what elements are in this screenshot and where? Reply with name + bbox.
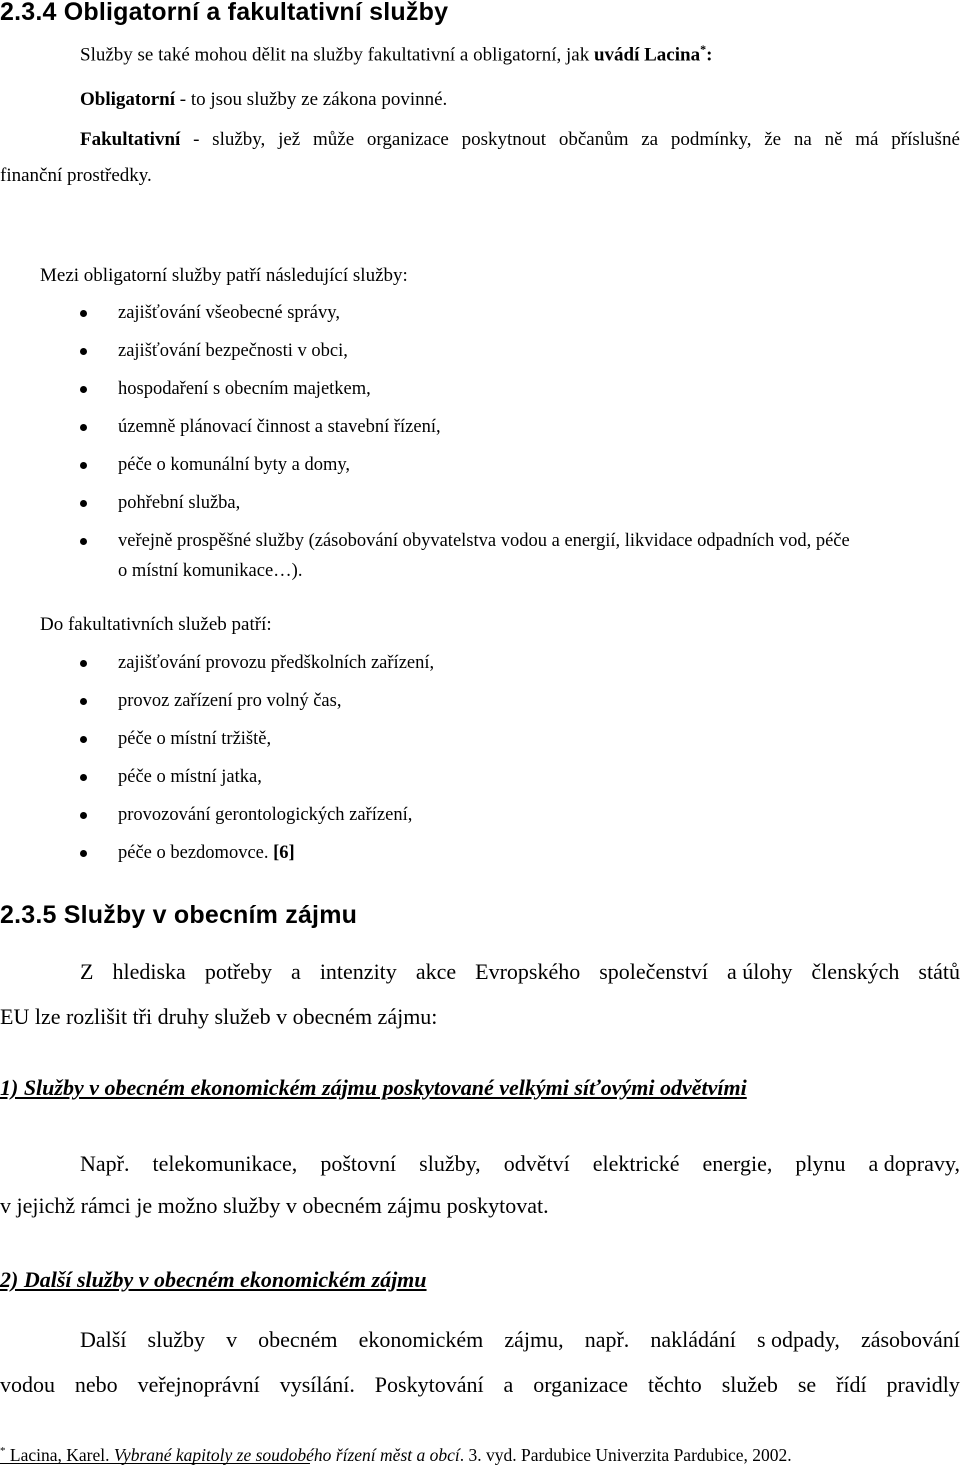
- para-word: a: [291, 959, 301, 984]
- list-item-label: veřejně prospěšné služby (zásobování obyvatelstva vodou a energií, likvidace odpadních vod, péče: [118, 531, 850, 551]
- para-word: služby,: [419, 1151, 481, 1176]
- para-word: těchto: [648, 1372, 702, 1397]
- section-235-para1: [80, 959, 960, 985]
- para-word: řídí: [836, 1372, 867, 1397]
- subsection-heading-1: 1) Služby v obecném ekonomickém zájmu poskytované velkými síťovými odvětvími: [0, 1075, 747, 1100]
- list-item: [80, 374, 850, 412]
- list-item: [80, 298, 850, 336]
- list-item: [80, 450, 850, 488]
- para-word: plynu: [795, 1151, 846, 1176]
- para-word: a dopravy,: [868, 1151, 960, 1176]
- para-word: potřeby: [204, 959, 273, 984]
- list-item: [80, 762, 434, 800]
- bullet-icon: [80, 774, 87, 781]
- obligatory-list-intro: Mezi obligatorní služby patří následující služby:: [40, 265, 408, 286]
- para-word: a: [503, 1372, 514, 1397]
- section-235-para1-line2: EU lze rozlišit tři druhy služeb v obecném zájmu:: [0, 1004, 438, 1029]
- obligatory-list: [80, 298, 850, 602]
- facultative-list-intro: Do fakultativních služeb patří:: [40, 614, 272, 635]
- para-word: vodou: [0, 1372, 55, 1397]
- list-item-label: péče o místní jatka,: [118, 767, 262, 787]
- list-item-label: péče o bezdomovce.: [118, 843, 274, 863]
- bullet-icon: [80, 660, 87, 667]
- obligatory-definition: [80, 89, 447, 111]
- para-word: zájmu,: [504, 1327, 564, 1352]
- footnote-author: Lacina, Karel.: [5, 1445, 114, 1465]
- obligatory-label: Obligatorní: [80, 89, 176, 110]
- para-word: v: [226, 1327, 238, 1352]
- para-word: Poskytování: [374, 1372, 484, 1397]
- bullet-icon: [80, 850, 87, 857]
- para-word: elektrické: [592, 1151, 680, 1176]
- facultative-word: ně: [824, 129, 843, 150]
- para-word: pravidly: [886, 1372, 960, 1397]
- list-item-label: zajišťování bezpečnosti v obci,: [118, 341, 348, 361]
- para-word: s odpady,: [756, 1327, 840, 1352]
- para-word: společenství: [599, 959, 708, 984]
- footnote-mark: *: [0, 1445, 6, 1458]
- para-word: a úlohy: [727, 959, 793, 984]
- para-word: např.: [584, 1327, 630, 1352]
- facultative-word: -: [193, 129, 200, 150]
- para-word: intenzity: [319, 959, 397, 984]
- list-item-label: územně plánovací činnost a stavební řízení,: [118, 417, 441, 437]
- list-item-label: provozování gerontologických zařízení,: [118, 805, 413, 825]
- para-word: akce: [415, 959, 457, 984]
- footnote-marker[interactable]: *: [700, 42, 707, 56]
- bullet-icon: [80, 462, 87, 469]
- facultative-word: může: [312, 129, 355, 150]
- intro-colon: :: [706, 44, 713, 66]
- facultative-word: organizace: [366, 129, 449, 150]
- para-word: nebo: [74, 1372, 118, 1397]
- para-word: nakládání: [650, 1327, 736, 1352]
- list-item-label: zajišťování provozu předškolních zařízení,: [118, 653, 435, 673]
- para-word: služeb: [721, 1372, 778, 1397]
- list-item-label: péče o komunální byty a domy,: [118, 455, 351, 475]
- para-word: vysílání.: [279, 1372, 355, 1397]
- facultative-definition: [80, 129, 960, 151]
- facultative-word: služby,: [212, 129, 266, 150]
- para-word: organizace: [533, 1372, 629, 1397]
- list-item: [80, 412, 850, 450]
- list-item: [80, 686, 434, 724]
- obligatory-text: - to jsou služby ze zákona povinné.: [175, 89, 448, 110]
- facultative-word: poskytnout: [461, 129, 547, 150]
- list-item-label: péče o místní tržiště,: [118, 729, 272, 749]
- list-item: [80, 724, 434, 762]
- list-item-label: hospodaření s obecním majetkem,: [118, 379, 371, 399]
- list-item: [80, 648, 434, 686]
- list-item-label: zajišťování všeobecné správy,: [118, 303, 340, 323]
- para-word: služby: [147, 1327, 205, 1352]
- para-word: států: [918, 959, 960, 984]
- para-word: telekomunikace,: [152, 1151, 298, 1176]
- subsection-2-para: [80, 1327, 960, 1353]
- para-word: obecném: [258, 1327, 338, 1352]
- list-item-label: pohřební služba,: [118, 493, 241, 513]
- para-word: Další: [80, 1327, 127, 1352]
- para-word: Např.: [80, 1151, 130, 1176]
- section-heading-234: 2.3.4 Obligatorní a fakultativní služby: [0, 0, 449, 26]
- para-word: odvětví: [503, 1151, 570, 1176]
- intro-text: Služby se také mohou dělit na služby fakultativní a obligatorní, jak: [80, 44, 594, 66]
- bullet-icon: [80, 736, 87, 743]
- list-item: [80, 336, 850, 374]
- facultative-word: podmínky,: [670, 129, 752, 150]
- para-word: hlediska: [112, 959, 186, 984]
- bullet-icon: [80, 386, 87, 393]
- bullet-icon: [80, 348, 87, 355]
- facultative-word: příslušné: [891, 129, 960, 150]
- facultative-word: jež: [278, 129, 301, 150]
- facultative-word: občanům: [558, 129, 629, 150]
- facultative-word: má: [855, 129, 879, 150]
- bullet-icon: [80, 424, 87, 431]
- para-word: členských: [811, 959, 900, 984]
- subsection-2-para-line2: [0, 1372, 960, 1398]
- bullet-icon: [80, 500, 87, 507]
- facultative-word: že: [764, 129, 782, 150]
- list-item-label: provoz zařízení pro volný čas,: [118, 691, 342, 711]
- para-word: energie,: [702, 1151, 773, 1176]
- para-word: se: [797, 1372, 817, 1397]
- facultative-label: Fakultativní: [80, 129, 181, 150]
- para-word: poštovní: [320, 1151, 397, 1176]
- subsection-heading-2: 2) Další služby v obecném ekonomickém zájmu: [0, 1267, 427, 1292]
- list-item: [80, 488, 850, 526]
- subsection-1-para: [80, 1151, 960, 1177]
- subsection-1-para-line2: v jejichž rámci je možno služby v obecném zájmu poskytovat.: [0, 1193, 549, 1218]
- list-item-label-cont: o místní komunikace…).: [118, 561, 303, 581]
- footnote: [0, 1445, 792, 1466]
- para-word: zásobování: [860, 1327, 960, 1352]
- bullet-icon: [80, 812, 87, 819]
- para-word: ekonomickém: [358, 1327, 484, 1352]
- facultative-definition-line2: finanční prostředky.: [0, 165, 152, 186]
- para-word: Z: [80, 959, 94, 984]
- bullet-icon: [80, 538, 87, 545]
- list-item: [80, 526, 850, 602]
- facultative-list: [80, 648, 434, 876]
- footnote-publication: . 3. vyd. Pardubice Univerzita Pardubice, 2002.: [459, 1445, 792, 1465]
- facultative-word: na: [793, 129, 812, 150]
- list-item: [80, 800, 434, 838]
- intro-source: uvádí Lacina: [593, 44, 701, 66]
- intro-paragraph: [80, 42, 712, 66]
- section-heading-235: 2.3.5 Služby v obecním zájmu: [0, 901, 358, 929]
- para-word: Evropského: [475, 959, 581, 984]
- bullet-icon: [80, 698, 87, 705]
- citation-ref[interactable]: [6]: [273, 843, 295, 863]
- facultative-word: za: [641, 129, 659, 150]
- bullet-icon: [80, 310, 87, 317]
- list-item: [80, 838, 434, 876]
- para-word: veřejnoprávní: [137, 1372, 260, 1397]
- footnote-title: Vybrané kapitoly ze soudobého řízení měst a obcí: [113, 1445, 460, 1465]
